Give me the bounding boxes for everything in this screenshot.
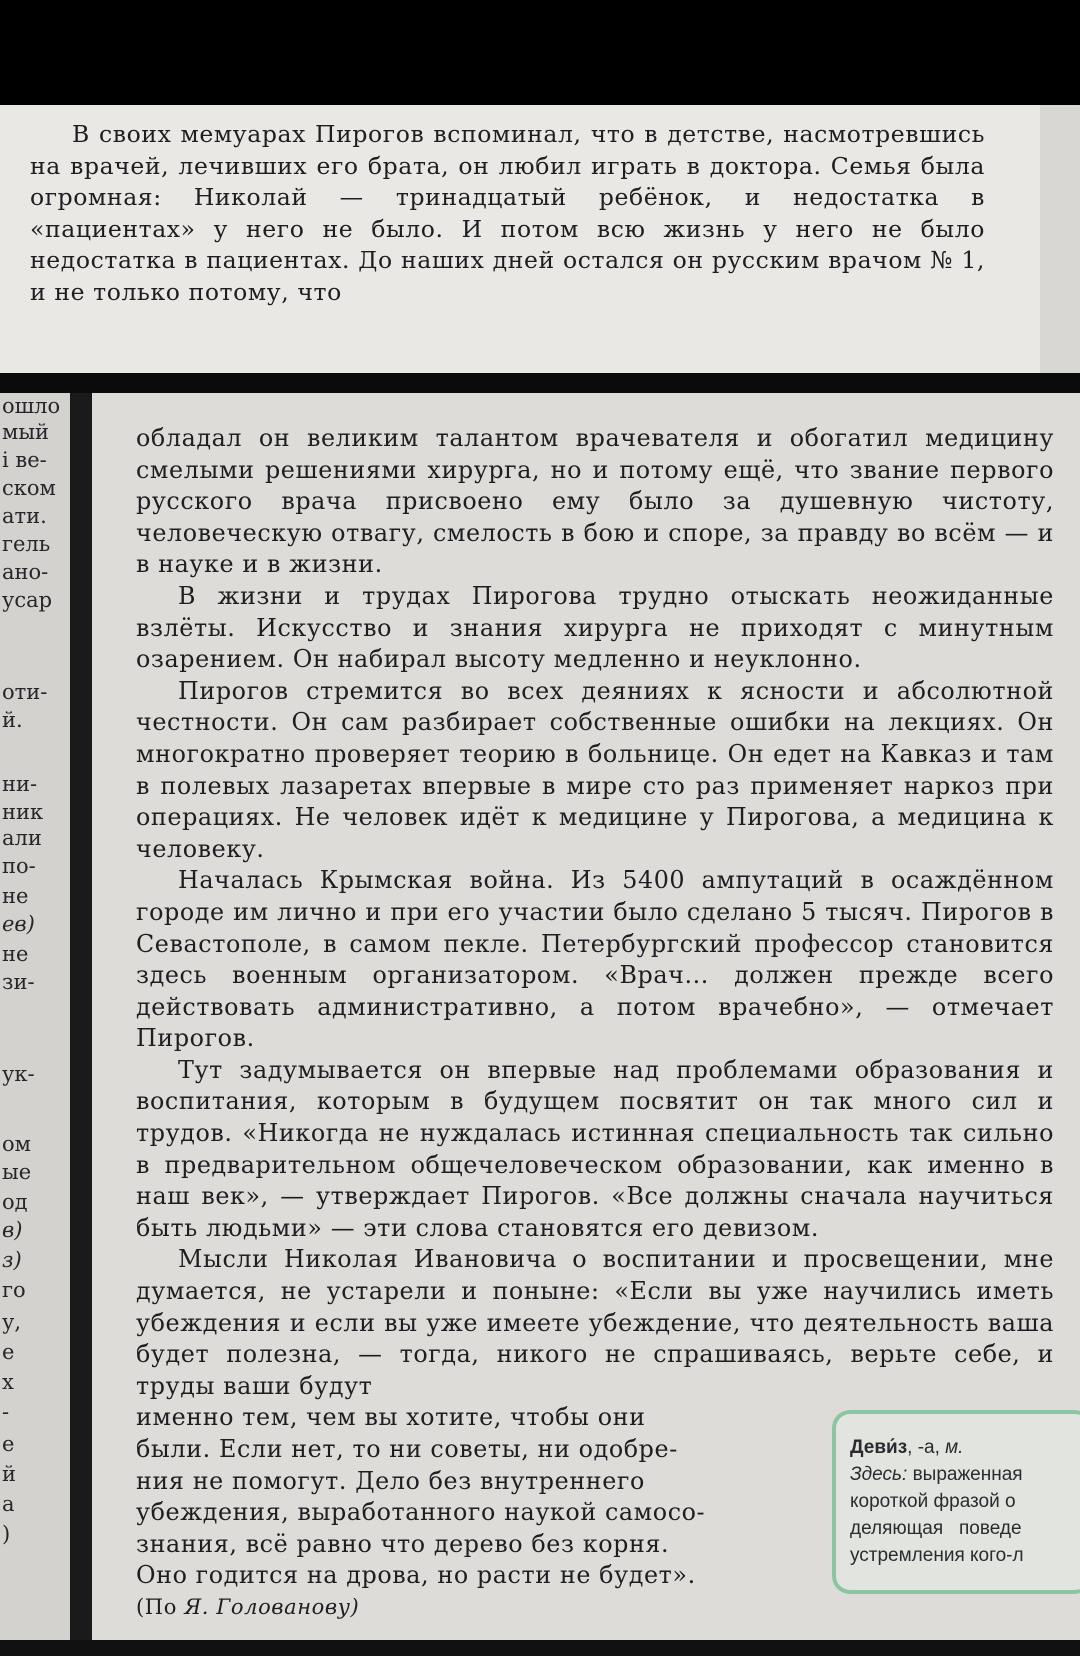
left-fragment: ) bbox=[2, 1522, 11, 1546]
left-fragment: ом bbox=[2, 1132, 31, 1156]
left-fragment: оти- bbox=[2, 680, 48, 704]
quote-line: Оно годится на дрова, но расти не будет». bbox=[136, 1561, 696, 1590]
quote-line: были. Если нет, то ни советы, ни одобре- bbox=[136, 1435, 678, 1463]
glossary-definition-line: деляющая поведе bbox=[850, 1518, 1022, 1539]
paragraph: В жизни и трудах Пирогова трудно отыскать неожиданные взлёты. Искусство и знания хирурга не приходят с минутным озарением. Он набирал высоту медленно и неуклонно. bbox=[136, 581, 1054, 674]
source-author: Я. Голованову) bbox=[184, 1594, 360, 1619]
top-text-block bbox=[30, 119, 985, 308]
left-fragment: од bbox=[2, 1190, 28, 1214]
left-fragment: ник bbox=[2, 800, 44, 824]
quote-line: именно тем, чем вы хотите, чтобы они bbox=[136, 1403, 646, 1432]
left-fragment: усар bbox=[2, 588, 53, 612]
glossary-gender: м. bbox=[945, 1437, 964, 1458]
glossary-box bbox=[832, 1410, 1080, 1594]
left-fragment: не bbox=[2, 884, 29, 908]
left-fragment: у, bbox=[2, 1310, 22, 1334]
left-fragment: - bbox=[2, 1400, 10, 1424]
left-fragment: ошло bbox=[2, 394, 61, 418]
left-fragment: е bbox=[2, 1432, 15, 1456]
left-fragment: й. bbox=[2, 708, 23, 732]
left-fragment: ском bbox=[2, 476, 56, 500]
glossary-here-label: Здесь: bbox=[850, 1464, 908, 1485]
left-fragment: ук- bbox=[2, 1062, 35, 1086]
paragraph: Пирогов стремится во всех деяниях к ясности и абсолютной честности. Он сам разбирает собственные ошибки на лекциях. Он многократно проверяет теорию в больнице. Он едет на Кавказ и там в полевых лазаретах впервые в мире сто раз применяет наркоз при операциях. Не человек идёт к медицине у Пирогова, а медицина к человеку. bbox=[136, 676, 1054, 863]
quote-continuation bbox=[136, 1402, 776, 1592]
left-page-fragment bbox=[0, 393, 70, 1656]
left-fragment: е bbox=[2, 1340, 15, 1364]
book-gutter bbox=[70, 393, 92, 1656]
paragraph: Мысли Николая Ивановича о воспитании и просвещении, мне думается, не устарели и поныне: «Если вы уже научились иметь убеждения и если вы уже имеете убеждение, что деятельность ваша будет полезна, — тогда, никого не спрашиваясь, верьте себе, и труды ваши будут bbox=[136, 1245, 1054, 1400]
left-fragment: в) bbox=[2, 1218, 23, 1242]
left-fragment: а bbox=[2, 1492, 15, 1516]
left-fragment: по- bbox=[2, 854, 36, 878]
paragraph: Тут задумывается он впервые над проблемами образования и воспитания, которым в будущем посвятит он так много сил и трудов. «Никогда не нуждалась истинная специальность так сильно в предварительном общечеловеческом образовании, как именно в наш век», — утверждает Пирогов. «Все должны сначала научиться быть людьми» — эти слова становятся его девизом. bbox=[136, 1055, 1054, 1242]
left-fragment: ано- bbox=[2, 560, 49, 584]
quote-line: убеждения, выработанного наукой самосо- bbox=[136, 1498, 706, 1527]
left-fragment: ые bbox=[2, 1160, 32, 1184]
source-citation bbox=[136, 1592, 1054, 1624]
quote-line: ния не помогут. Дело без внутреннего bbox=[136, 1466, 645, 1495]
left-fragment: х bbox=[2, 1370, 14, 1394]
bottom-edge bbox=[0, 1640, 1080, 1656]
left-fragment: не bbox=[2, 942, 29, 966]
glossary-definition-line bbox=[850, 1461, 1080, 1488]
glossary-forms: , -а, bbox=[907, 1437, 940, 1458]
glossary-definition-line: короткой фразой о bbox=[850, 1491, 1016, 1512]
page-edge bbox=[1040, 105, 1080, 375]
paragraph: Началась Крымская война. Из 5400 ампутаций в осаждённом городе им лично и при его участии было сделано 5 тысяч. Пирогов в Севастополе, в самом пекле. Петербургский профессор становится здесь военным организатором. «Врач... должен прежде всего действовать административно, а потом врачебно», — отмечает Пирогов. bbox=[136, 866, 1054, 1053]
left-fragment: ни- bbox=[2, 772, 38, 796]
quote-line: знания, всё равно что дерево без корня. bbox=[136, 1529, 670, 1558]
page-gap bbox=[0, 373, 1080, 393]
left-fragment: гель bbox=[2, 532, 51, 556]
left-fragment: го bbox=[2, 1278, 26, 1302]
glossary-headword bbox=[850, 1434, 1080, 1461]
left-fragment: з) bbox=[2, 1248, 22, 1272]
glossary-word: Деви́з bbox=[850, 1437, 908, 1458]
left-fragment: али bbox=[2, 826, 42, 850]
previous-page bbox=[0, 105, 1080, 373]
glossary-text: выраженная bbox=[907, 1464, 1023, 1485]
left-fragment: зи- bbox=[2, 970, 35, 994]
source-prefix: (По bbox=[136, 1594, 177, 1619]
left-fragment: ев) bbox=[2, 912, 35, 936]
paragraph: В своих мемуарах Пирогов вспоминал, что в детстве, насмотревшись на врачей, лечивших его брата, он любил играть в доктора. Семья была огромная: Николай — тринадцатый ребёнок, и недостатка в «пациентах» у него не было. И потом всю жизнь у него не было недостатка в пациентах. До наших дней остался он русским врачом № 1, и не только потому, что bbox=[30, 120, 985, 306]
glossary-definition-line: устремления кого-л bbox=[850, 1545, 1024, 1566]
left-fragment: ати. bbox=[2, 504, 47, 528]
paragraph: обладал он великим талантом врачевателя и обогатил медицину смелыми решениями хирурга, но и потому ещё, что звание первого русского врача присвоено ему было за душевную чистоту, человеческую отвагу, смелость в бою и споре, за правду во всём — и в науке и в жизни. bbox=[136, 424, 1054, 579]
left-fragment: й bbox=[2, 1462, 16, 1486]
left-fragment: і ве- bbox=[2, 448, 47, 472]
left-fragment: мый bbox=[2, 420, 50, 444]
